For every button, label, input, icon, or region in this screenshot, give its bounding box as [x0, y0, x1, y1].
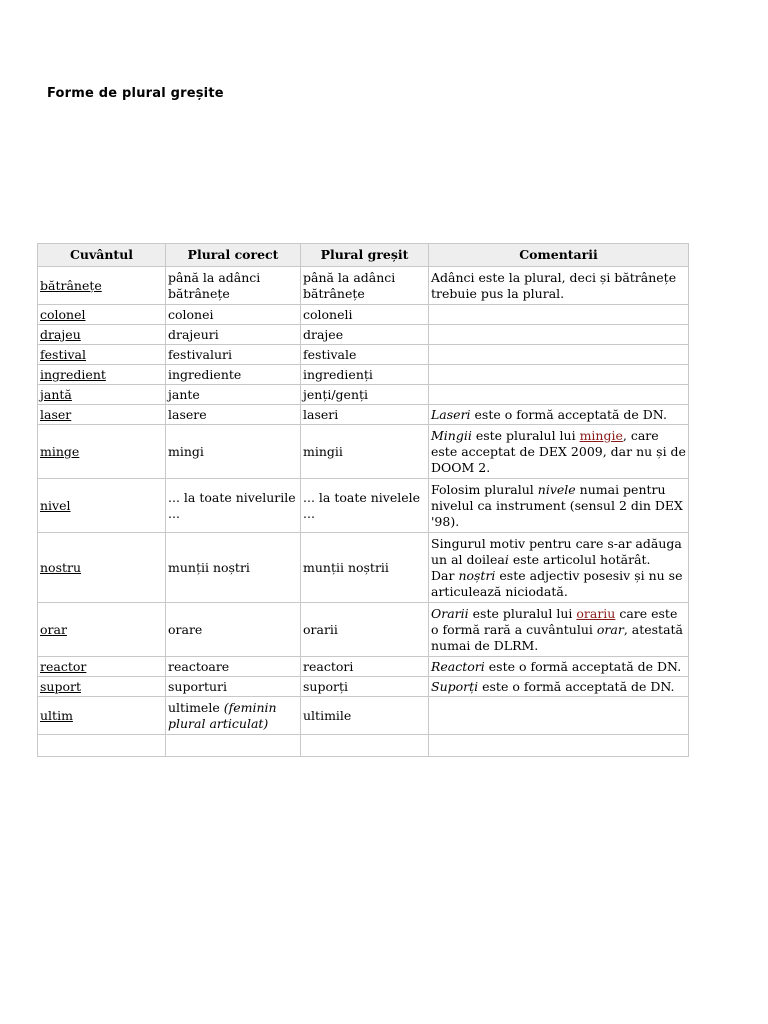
comment-text: este o formă acceptată de DN.	[478, 678, 675, 694]
table-row	[38, 479, 689, 533]
comment-cell	[429, 479, 689, 533]
word-link[interactable]: ultim	[40, 707, 73, 723]
comment-cell	[429, 267, 689, 305]
plural-correct-cell	[166, 325, 301, 345]
word-link[interactable]: colonel	[40, 306, 86, 322]
plural-wrong-cell	[301, 365, 429, 385]
comment-text: este o formă acceptată de DN.	[470, 406, 667, 422]
word-cell	[38, 697, 166, 735]
table-row	[38, 697, 689, 735]
word-link[interactable]: nostru	[40, 559, 82, 575]
cell-text: reactori	[303, 658, 354, 674]
comment-text: este o formă acceptată de DN.	[484, 658, 682, 674]
empty-cell	[301, 735, 429, 757]
cell-text: munții noștri	[168, 559, 250, 575]
table-row	[38, 405, 689, 425]
cell-text: laseri	[303, 406, 339, 422]
plural-wrong-cell	[301, 533, 429, 603]
table-row	[38, 345, 689, 365]
comment-text: este pluralul lui	[468, 605, 577, 621]
comment-cell	[429, 657, 689, 677]
table-row	[38, 385, 689, 405]
page-title: Forme de plural greșite	[47, 86, 224, 101]
plural-correct-cell	[166, 533, 301, 603]
header-cuvantul: Cuvântul	[38, 244, 166, 267]
table-row	[38, 267, 689, 305]
cell-text: mingi	[168, 443, 204, 459]
word-cell	[38, 385, 166, 405]
comment-text: este articolul hotărât.	[508, 551, 651, 567]
cell-text: munții noștrii	[303, 559, 389, 575]
plural-correct-cell	[166, 603, 301, 657]
plural-table	[37, 243, 689, 757]
cell-text: mingii	[303, 443, 343, 459]
word-link[interactable]: nivel	[40, 497, 71, 513]
table-row	[38, 365, 689, 385]
term-link[interactable]: orariu	[576, 605, 616, 621]
italic-term: Reactori	[431, 658, 485, 674]
word-link[interactable]: festival	[40, 346, 86, 362]
word-link[interactable]: laser	[40, 406, 72, 422]
plural-correct-cell	[166, 657, 301, 677]
word-cell	[38, 425, 166, 479]
table-body	[38, 267, 689, 757]
comment-text: , atestată numai de DLRM.	[431, 621, 683, 653]
comment-text: este adjectiv posesiv și nu se articulează niciodată.	[431, 567, 683, 599]
italic-term: Orarii	[431, 605, 469, 621]
cell-text: reactoare	[168, 658, 230, 674]
word-cell	[38, 603, 166, 657]
italic-term: orar	[596, 621, 624, 637]
table-row	[38, 603, 689, 657]
comment-text: , care este acceptat de DEX 2009, dar nu și de DOOM 2.	[431, 427, 686, 475]
table-row	[38, 657, 689, 677]
word-cell	[38, 405, 166, 425]
word-cell	[38, 345, 166, 365]
italic-term: i	[504, 551, 509, 567]
plural-correct-cell	[166, 425, 301, 479]
comment-cell	[429, 325, 689, 345]
plural-wrong-cell	[301, 657, 429, 677]
plural-correct-cell	[166, 479, 301, 533]
word-link[interactable]: suport	[40, 678, 81, 694]
empty-cell	[166, 735, 301, 757]
cell-text: jenți/genți	[303, 386, 369, 402]
plural-correct-cell	[166, 677, 301, 697]
cell-text: suporți	[303, 678, 348, 694]
plural-wrong-cell	[301, 405, 429, 425]
cell-text: jante	[168, 386, 200, 402]
word-link[interactable]: reactor	[40, 658, 87, 674]
italic-term: (feminin plural articulat)	[168, 699, 277, 731]
comment-cell	[429, 405, 689, 425]
empty-cell	[38, 735, 166, 757]
plural-wrong-cell	[301, 345, 429, 365]
comment-text: este pluralul lui	[471, 427, 580, 443]
comment-cell	[429, 365, 689, 385]
header-plural-gresit: Plural greșit	[301, 244, 429, 267]
italic-term: Suporți	[431, 678, 479, 694]
word-cell	[38, 677, 166, 697]
plural-wrong-cell	[301, 425, 429, 479]
cell-text: festivale	[303, 346, 357, 362]
italic-term: Laseri	[431, 406, 471, 422]
table-row	[38, 425, 689, 479]
word-cell	[38, 479, 166, 533]
cell-text: ultimile	[303, 707, 352, 723]
cell-text: ingredienți	[303, 366, 373, 382]
table-row	[38, 305, 689, 325]
plural-correct-cell	[166, 365, 301, 385]
table-header-row	[38, 244, 689, 267]
comment-cell	[429, 677, 689, 697]
plural-wrong-cell	[301, 385, 429, 405]
empty-cell	[429, 735, 689, 757]
plural-wrong-cell	[301, 267, 429, 305]
comment-text: Dar	[431, 567, 459, 583]
cell-text: lasere	[168, 406, 207, 422]
cell-text: până la adânci bătrânețe	[303, 269, 396, 301]
plural-correct-cell	[166, 345, 301, 365]
comment-text: Adânci este la plural, deci și bătrânețe trebuie pus la plural.	[431, 269, 677, 301]
plural-correct-cell	[166, 267, 301, 305]
plural-correct-cell	[166, 385, 301, 405]
word-cell	[38, 325, 166, 345]
plural-wrong-cell	[301, 305, 429, 325]
cell-text: drajee	[303, 326, 344, 342]
term-link[interactable]: mingie	[579, 427, 623, 443]
plural-wrong-cell	[301, 677, 429, 697]
comment-text: Folosim pluralul	[431, 481, 538, 497]
comment-cell	[429, 533, 689, 603]
header-plural-corect: Plural corect	[166, 244, 301, 267]
cell-text: ... la toate nivelele ...	[303, 489, 421, 521]
word-link[interactable]: drajeu	[40, 326, 81, 342]
comment-text: care este o formă rară a cuvântului	[431, 605, 678, 637]
word-cell	[38, 657, 166, 677]
cell-text: coloneli	[303, 306, 353, 322]
comment-text: numai pentru nivelul ca instrument (sensul 2 din DEX '98).	[431, 481, 683, 529]
cell-text: orarii	[303, 621, 338, 637]
comment-cell	[429, 385, 689, 405]
comment-text: Singurul motiv pentru care s-ar adăuga un al doilea	[431, 535, 682, 567]
plural-wrong-cell	[301, 603, 429, 657]
table-row	[38, 677, 689, 697]
comment-cell	[429, 425, 689, 479]
plural-correct-cell	[166, 405, 301, 425]
word-cell	[38, 365, 166, 385]
comment-cell	[429, 345, 689, 365]
plural-wrong-cell	[301, 325, 429, 345]
cell-text: orare	[168, 621, 203, 637]
table-row	[38, 533, 689, 603]
comment-text: ultimele	[168, 699, 224, 715]
italic-term: Mingii	[431, 427, 472, 443]
italic-term: nivele	[537, 481, 576, 497]
cell-text: drajeuri	[168, 326, 219, 342]
word-cell	[38, 533, 166, 603]
word-link[interactable]: ingredient	[40, 366, 106, 382]
word-cell	[38, 267, 166, 305]
plural-wrong-cell	[301, 697, 429, 735]
word-link[interactable]: orar	[40, 621, 67, 637]
cell-text: colonei	[168, 306, 214, 322]
italic-term: noștri	[458, 567, 496, 583]
table-row	[38, 325, 689, 345]
cell-text: ... la toate nivelurile ...	[168, 489, 296, 521]
plural-correct-cell	[166, 697, 301, 735]
plural-wrong-cell	[301, 479, 429, 533]
cell-text: ingrediente	[168, 366, 242, 382]
plural-correct-cell	[166, 305, 301, 325]
cell-text: suporturi	[168, 678, 228, 694]
comment-cell	[429, 697, 689, 735]
cell-text: până la adânci bătrânețe	[168, 269, 261, 301]
word-link[interactable]: jantă	[40, 386, 72, 402]
word-link[interactable]: bătrânețe	[40, 277, 102, 293]
comment-cell	[429, 305, 689, 325]
header-comentarii: Comentarii	[429, 244, 689, 267]
word-link[interactable]: minge	[40, 443, 80, 459]
cell-text: festivaluri	[168, 346, 232, 362]
word-cell	[38, 305, 166, 325]
comment-cell	[429, 603, 689, 657]
empty-row	[38, 735, 689, 757]
